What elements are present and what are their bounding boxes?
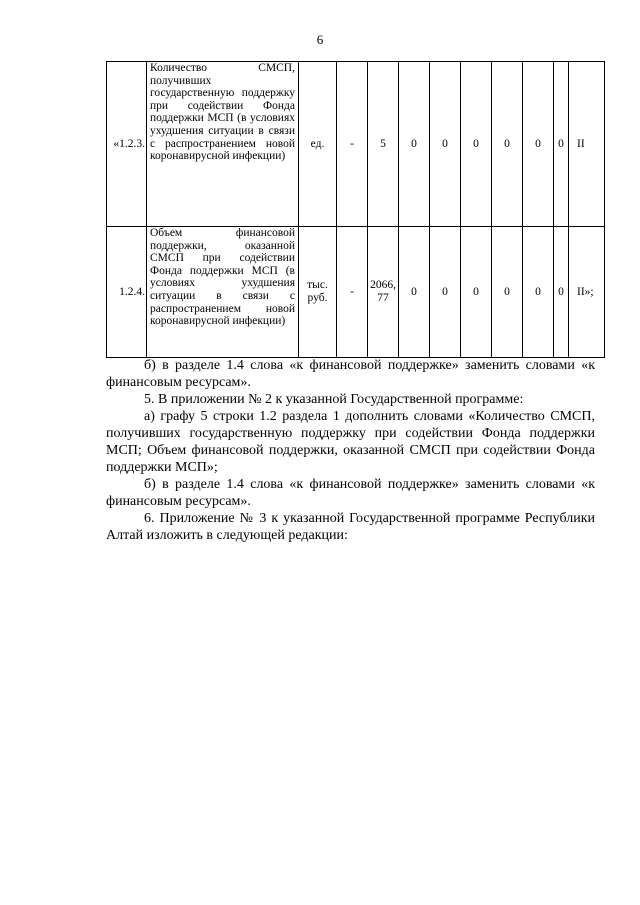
row-number: «1.2.3. [107,62,147,227]
document-body [106,357,595,544]
row-value-3: 0 [430,62,461,227]
row-value-6: 0 [523,227,554,358]
row-last-column: II»; [569,227,605,358]
row-value-7: 0 [554,62,569,227]
row-value-4: 0 [461,62,492,227]
page-number: 6 [316,32,324,47]
row-value-7: 0 [554,227,569,358]
table-row [107,227,605,358]
paragraph: 5. В приложении № 2 к указанной Государственной программе: [144,392,524,407]
paragraph: б) в разделе 1.4 слова «к финансовой поддержке» заменить словами «к финансовым ресурсам». [106,358,595,390]
paragraph: б) в разделе 1.4 слова «к финансовой поддержке» заменить словами «к финансовым ресурсам». [106,477,595,509]
row-number: 1.2.4. [107,227,147,358]
row-value-4: 0 [461,227,492,358]
row-value-5: 0 [492,62,523,227]
row-value-2: 0 [399,62,430,227]
row-description: Объем финансовой поддержки, оказанной СМСП при содействии Фонда поддержки МСП (в условиях ухудшения ситуации в связи с распространением новой коронавирусной инфекции) [147,227,299,358]
row-base-value: - [337,227,368,358]
indicator-table [106,61,605,358]
row-unit: тыс. руб. [299,227,337,358]
row-value-3: 0 [430,227,461,358]
table-row [107,62,605,227]
paragraph: а) графу 5 строки 1.2 раздела 1 дополнить словами «Количество СМСП, получивших государственную поддержку при содействии Фонда поддержки МСП; Объем финансовой поддержки, оказанной СМСП при содействии Фонда поддержки МСП»; [106,409,595,475]
row-value-1: 5 [368,62,399,227]
row-base-value: - [337,62,368,227]
row-value-6: 0 [523,62,554,227]
paragraph: 6. Приложение № 3 к указанной Государственной программе Республики Алтай изложить в следующей редакции: [106,511,595,543]
row-unit: ед. [299,62,337,227]
row-value-1: 2066, 77 [368,227,399,358]
row-value-5: 0 [492,227,523,358]
row-last-column: II [569,62,605,227]
row-description: Количество СМСП, получивших государственную поддержку при содействии Фонда поддержки МСП (в условиях ухудшения ситуации в связи с распространением новой коронавирусной инфекции) [147,62,299,227]
row-value-2: 0 [399,227,430,358]
